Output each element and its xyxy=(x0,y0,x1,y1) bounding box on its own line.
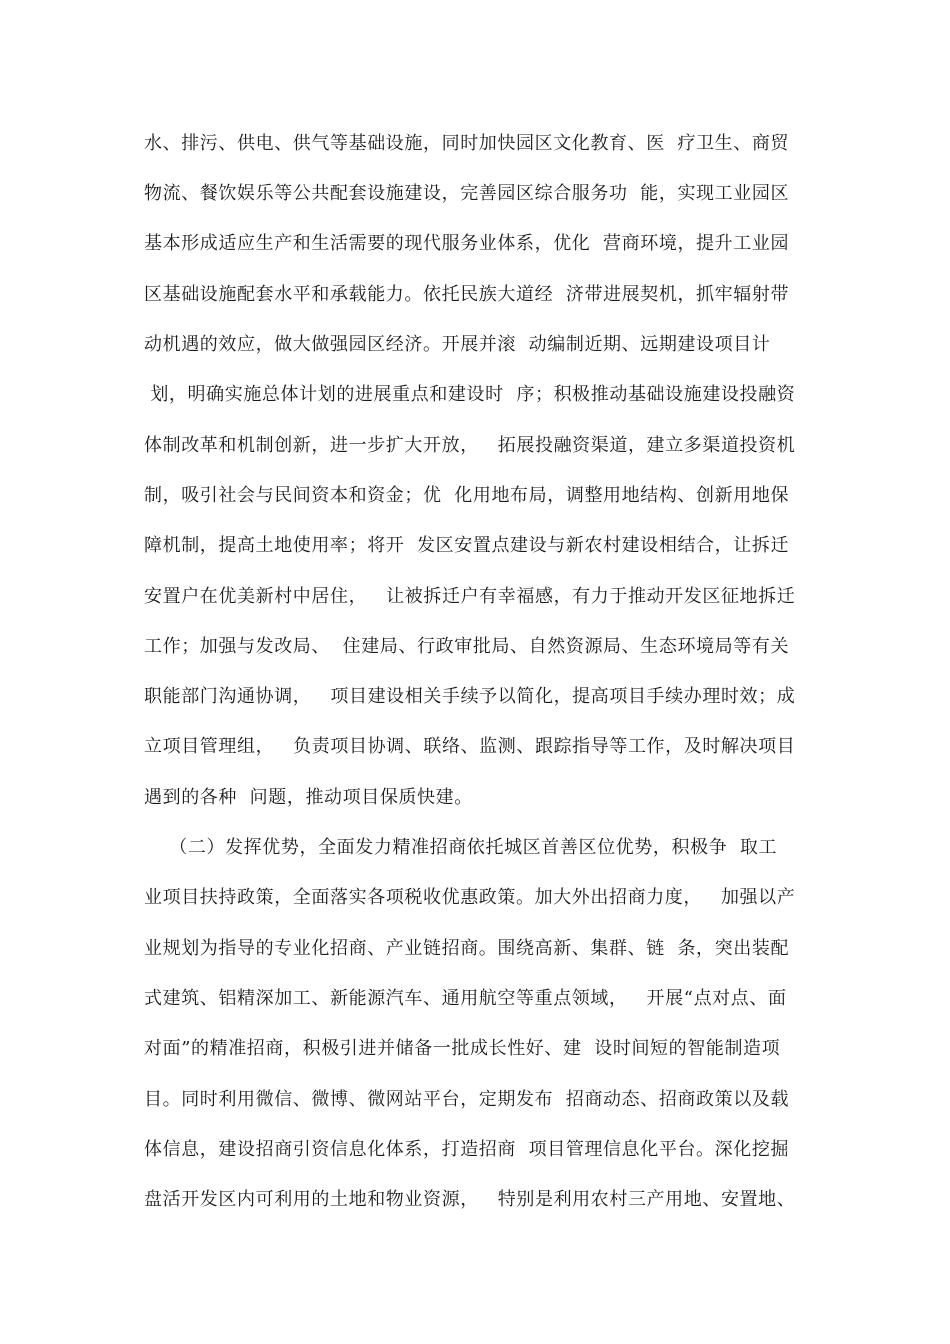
text-line: 式建筑、铝精深加工、新能源汽车、通用航空等重点领域， 开展“点对点、面 xyxy=(144,988,787,1009)
text-line: 职能部门沟通协调， 项目建设相关手续予以简化，提高项目手续办理时效；成 xyxy=(144,686,796,707)
text-line: 物流、餐饮娱乐等公共配套设施建设，完善园区综合服务功 能，实现工业园区 xyxy=(144,183,790,204)
text-line: 遇到的各种 问题，推动项目保质快建。 xyxy=(144,787,473,808)
text-line: 业规划为指导的专业化招商、产业链招商。围绕高新、集群、链 条，突出装配 xyxy=(144,938,790,959)
text-line: （二）发挥优势，全面发力精准招商依托城区首善区位优势，积极争 取工 xyxy=(144,837,778,858)
text-line: 水、排污、供电、供气等基础设施，同时加快园区文化教育、医 疗卫生、商贸 xyxy=(144,133,790,154)
text-line: 基本形成适应生产和生活需要的现代服务业体系，优化 营商环境，提升工业园 xyxy=(144,233,790,254)
text-line: 目。同时利用微信、微博、微网站平台，定期发布 招商动态、招商政策以及载 xyxy=(144,1089,790,1110)
text-line: 体制改革和机制创新，进一步扩大开放， 拓展投融资渠道，建立多渠道投资机 xyxy=(144,435,796,456)
text-line: 区基础设施配套水平和承载能力。依托民族大道经 济带进展契机，抓牢辐射带 xyxy=(144,284,790,305)
text-line: 盘活开发区内可利用的土地和物业资源， 特别是利用农村三产用地、安置地、 xyxy=(144,1189,796,1210)
text-line: 制，吸引社会与民间资本和资金；优 化用地布局，调整用地结构、创新用地保 xyxy=(144,485,790,506)
text-line: 动机遇的效应，做大做强园区经济。开展并滚 动编制近期、远期建设项目计 xyxy=(144,334,771,355)
text-line: 安置户在优美新村中居住， 让被拆迁户有幸福感，有力于推动开发区征地拆迁 xyxy=(144,586,796,607)
text-line: 划，明确实施总体计划的进展重点和建设时 序；积极推动基础设施建设投融资 xyxy=(144,384,796,405)
text-line: 障机制，提高土地使用率；将开 发区安置点建设与新农村建设相结合，让拆迁 xyxy=(144,535,790,556)
text-line: 工作；加强与发改局、 住建局、行政审批局、自然资源局、生态环境局等有关 xyxy=(144,636,790,657)
text-line: 体信息，建设招商引资信息化体系，打造招商 项目管理信息化平台。深化挖掘 xyxy=(144,1139,790,1160)
text-line: 业项目扶持政策，全面落实各项税收优惠政策。加大外出招商力度， 加强以产 xyxy=(144,887,796,908)
text-line: 对面”的精准招商，积极引进并储备一批成长性好、建 设时间短的智能制造项 xyxy=(144,1038,781,1059)
text-line: 立项目管理组， 负责项目协调、联络、监测、跟踪指导等工作，及时解决项目 xyxy=(144,736,796,757)
